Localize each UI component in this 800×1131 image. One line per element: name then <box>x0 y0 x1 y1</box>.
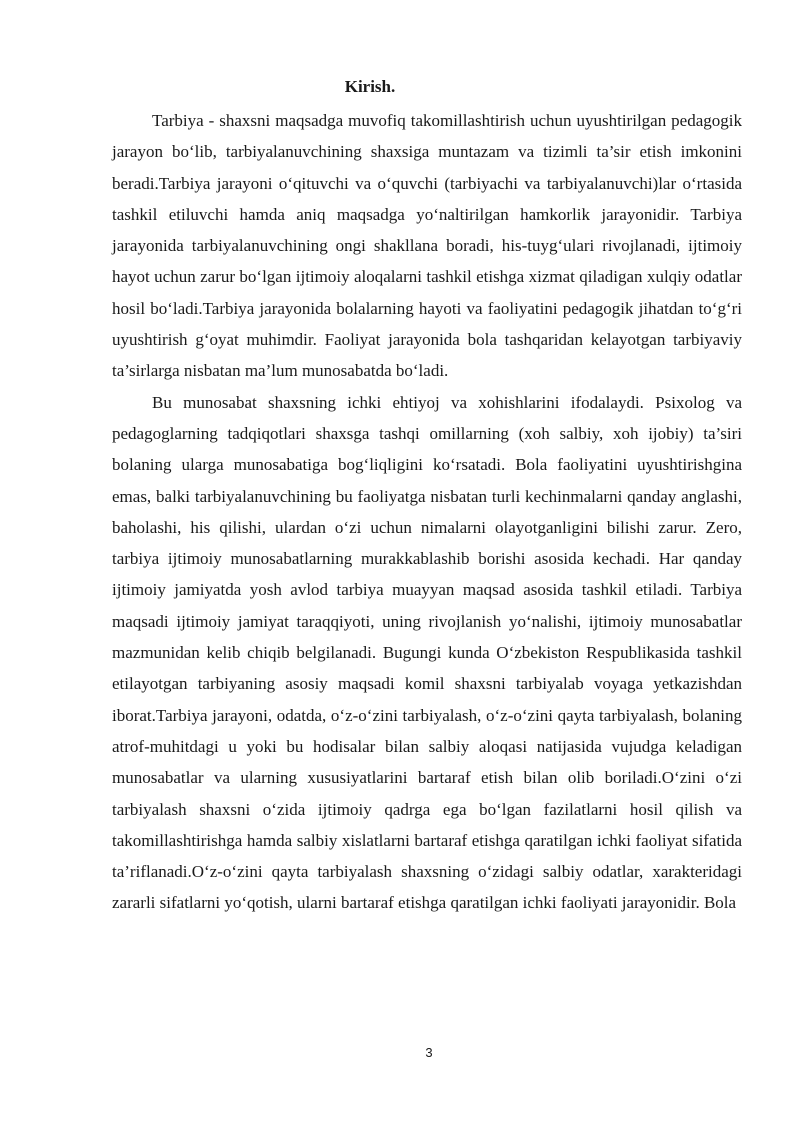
paragraph: Bu munosabat shaxsning ichki ehtiyoj va xohishlarini ifodalaydi. Psixolog va pedagoglarning tadqiqotlari shaxsga tashqi omillarning (xoh salbiy, xoh ijobiy) ta’siri bolaning ularga munosabatiga bog‘liqligini ko‘rsatadi. Bola faoliyatini uyushtirishgina emas, balki tarbiyalanuvchining bu faoliyatga nisbatan turli kechinmalarni qanday anglashi, baholashi, his qilishi, ulardan o‘zi uchun nimalarni olayotganligini bilishi zarur. Zero, tarbiya ijtimoiy munosabatlarning murakkablashib borishi asosida kechadi. Har qanday ijtimoiy jamiyatda yosh avlod tarbiya muayyan maqsad asosida tashkil etiladi. Tarbiya maqsadi ijtimoiy jamiyat taraqqiyoti, uning rivojlanish yo‘nalishi, ijtimoiy munosabatlar mazmunidan kelib chiqib belgilanadi. Bugungi kunda O‘zbekiston Respublikasida tashkil etilayotgan tarbiyaning asosiy maqsadi komil shaxsni tarbiyalab voyaga yetkazishdan iborat.Tarbiya jarayoni, odatda, o‘z-o‘zini tarbiyalash, o‘z-o‘zini qayta tarbiyalash, bolaning atrof-muhitdagi u yoki bu hodisalar bilan salbiy aloqasi natijasida vujudga keladigan munosabatlar va ularning xususiyatlarini bartaraf etish bilan olib boriladi.O‘zini o‘zi tarbiyalash shaxsni o‘zida ijtimoiy qadrga ega bo‘lgan fazilatlarni hosil qilish va takomillashtirishga hamda salbiy xislatlarni bartaraf etishga qaratilgan ichki faoliyat sifatida ta’riflanadi.O‘z-o‘zini qayta tarbiyalash shaxsning o‘zidagi salbiy odatlar, xarakteridagi zararli sifatlarni yo‘qotish, ularni bartaraf etishga qaratilgan ichki faoliyati jarayonidir. Bola <box>112 392 742 913</box>
section-title: Kirish. <box>344 77 396 96</box>
paragraph: Tarbiya - shaxsni maqsadga muvofiq takomillashtirish uchun uyushtirilgan pedagogik jarayon bo‘lib, tarbiyalanuvchining shaxsiga muntazam va tizimli ta’sir etish imkonini beradi.Tarbiya jarayoni o‘qituvchi va o‘quvchi (tarbiyachi va tarbiyalanuvchi)lar o‘rtasida tashkil etiluvchi hamda aniq maqsadga yo‘naltirilgan hamkorlik jarayonidir. Tarbiya jarayonida tarbiyalanuvchining ongi shakllana boradi, his-tuyg‘ulari rivojlanadi, ijtimoiy hayot uchun zarur bo‘lgan ijtimoiy aloqalarni tashkil etishga xizmat qiladigan xulqiy odatlar hosil bo‘ladi.Tarbiya jarayonida bolalarning hayoti va faoliyatini pedagogik jihatdan to‘g‘ri uyushtirish g‘oyat muhimdir. Faoliyat jarayonida bola tashqaridan kelayotgan tarbiyaviy ta’sirlarga nisbatan ma’lum munosabatda bo‘ladi. <box>112 111 742 381</box>
document-body <box>112 105 742 919</box>
page-number: 3 <box>425 1045 433 1060</box>
